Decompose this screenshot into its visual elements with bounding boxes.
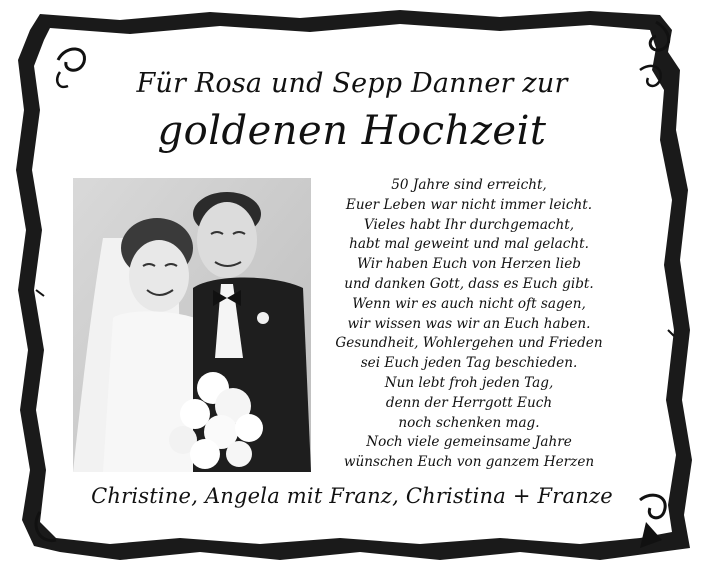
poem-line: Vieles habt Ihr durchgemacht, xyxy=(363,216,575,233)
poem-line: Wenn wir es auch nicht oft sagen, xyxy=(352,295,586,312)
poem xyxy=(318,176,620,473)
poem-line: noch schenken mag. xyxy=(398,414,540,431)
photo-illustration xyxy=(73,178,311,472)
signature: Christine, Angela mit Franz, Christina + Franze xyxy=(91,484,613,508)
poem-line: Gesundheit, Wohlergehen und Frieden xyxy=(335,335,603,352)
poem-line: wir wissen was wir an Euch haben. xyxy=(347,315,591,332)
wedding-couple-photo xyxy=(73,178,311,472)
poem-line: Noch viele gemeinsame Jahre xyxy=(366,434,572,451)
poem-line: 50 Jahre sind erreicht, xyxy=(391,177,547,193)
poem-line: denn der Herrgott Euch xyxy=(385,394,553,411)
poem-line: habt mal geweint und mal gelacht. xyxy=(349,236,589,253)
poem-line: Euer Leben war nicht immer leicht. xyxy=(345,196,593,213)
poem-line: und danken Gott, dass es Euch gibt. xyxy=(344,275,594,292)
heading-line1: Für Rosa und Sepp Danner zur xyxy=(136,68,568,99)
poem-line: wünschen Euch von ganzem Herzen xyxy=(343,454,595,471)
heading-line2: goldenen Hochzeit xyxy=(157,108,547,154)
poem-line: Nun lebt froh jeden Tag, xyxy=(384,374,554,391)
poem-line: sei Euch jeden Tag beschieden. xyxy=(360,355,578,372)
poem-line: Wir haben Euch von Herzen lieb xyxy=(356,256,581,273)
